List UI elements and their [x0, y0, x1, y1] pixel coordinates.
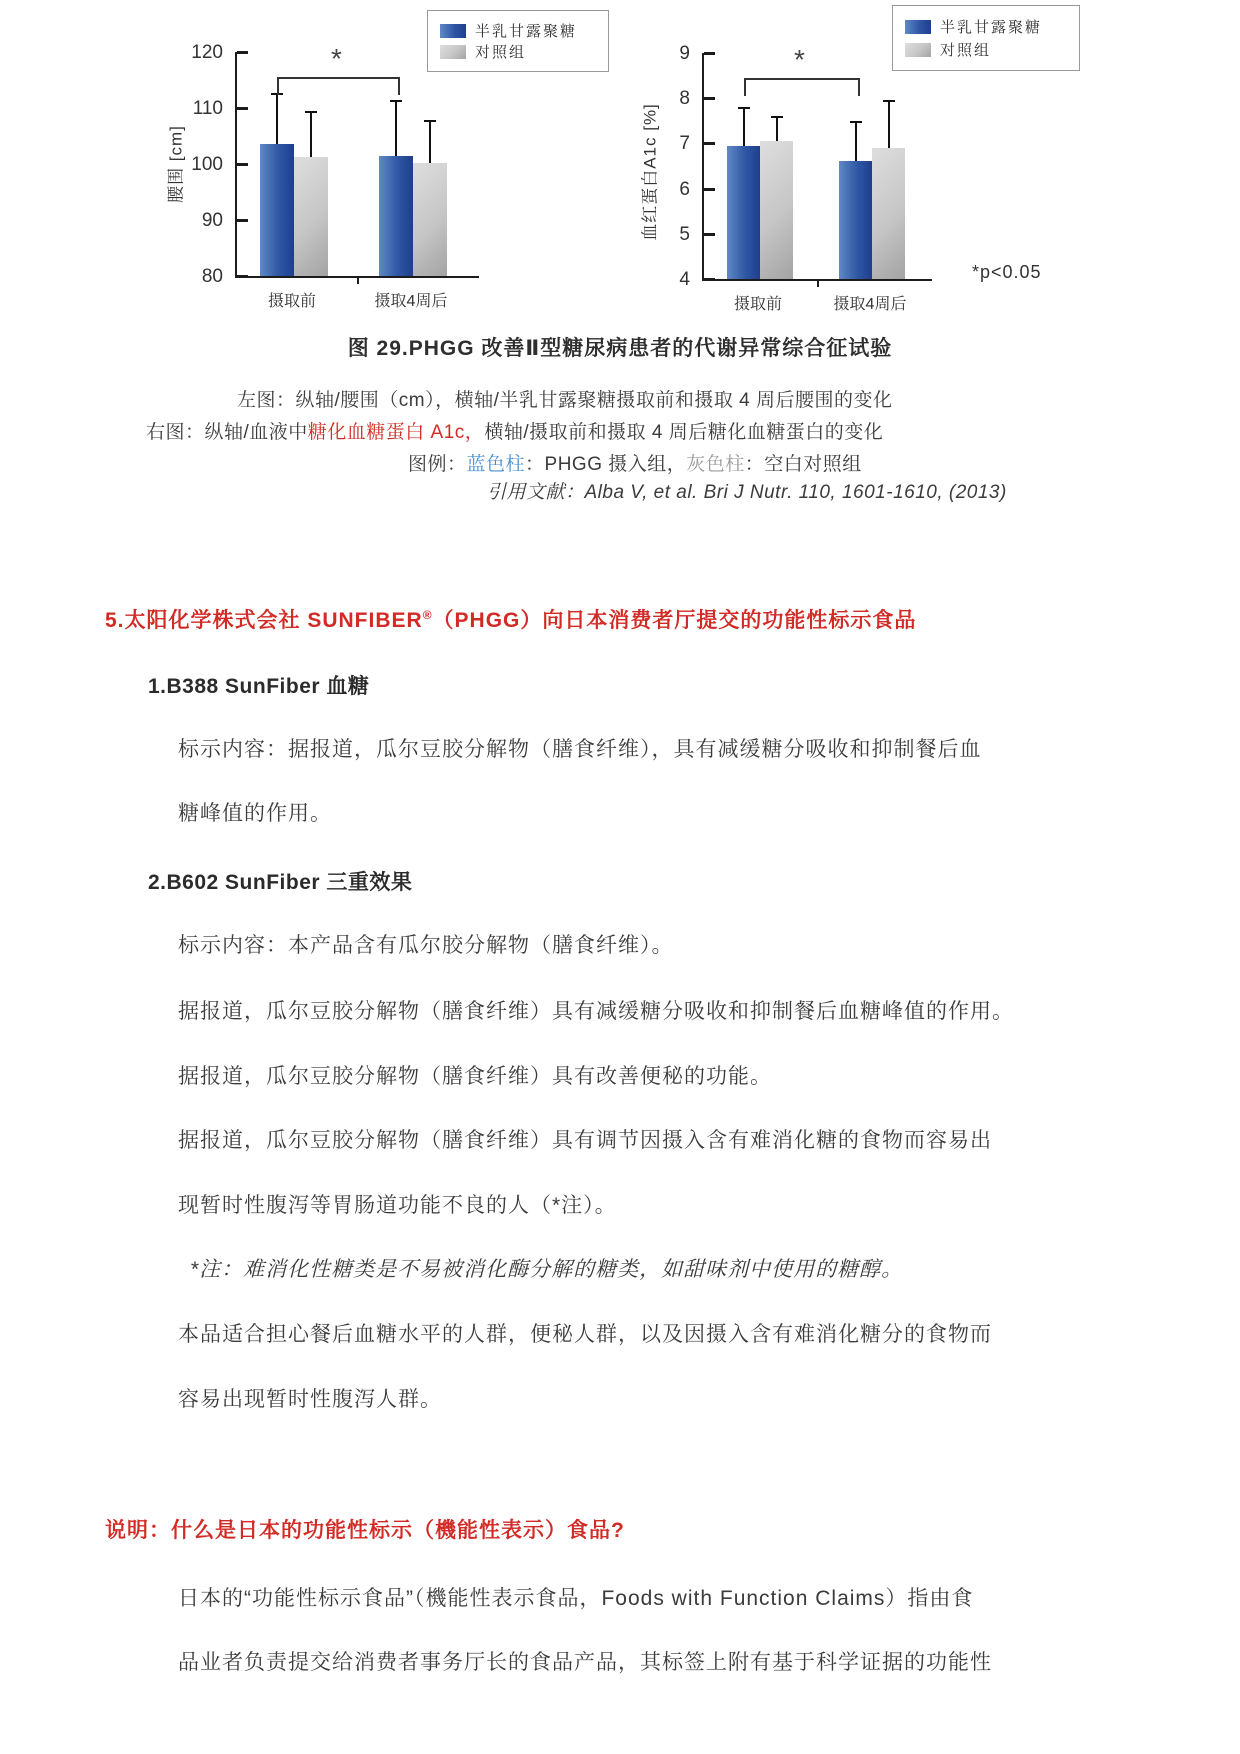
explanation-heading: 说明：什么是日本的功能性标示（機能性表示）食品? [105, 1519, 625, 1542]
figure-note-legend [408, 453, 862, 478]
bar-phgg [260, 144, 294, 276]
y-tick [704, 97, 715, 100]
p-value-note: *p<0.05 [972, 262, 1042, 282]
section-5-heading [105, 604, 916, 634]
y-tick-label: 100 [191, 154, 223, 175]
center-tick [357, 276, 359, 284]
bar-phgg [727, 146, 760, 279]
heading-text: （PHGG）向日本消费者厅提交的功能性标示食品 [432, 609, 917, 632]
note-text: 图例： [408, 454, 467, 475]
significance-bracket [277, 77, 400, 95]
chart-hba1c [620, 0, 1120, 330]
y-tick [704, 278, 715, 281]
explanation-line: 日本的“功能性标示食品”（機能性表示食品，Foods with Function Claims）指由食 [178, 1587, 974, 1610]
y-tick [237, 163, 248, 166]
center-tick [817, 279, 819, 287]
note-text: ：空白对照组 [744, 454, 862, 475]
note-text: ：PHGG 摄入组， [525, 454, 687, 475]
significance-asterisk: * [331, 43, 342, 74]
bar-phgg [839, 161, 872, 279]
y-tick-label: 120 [191, 42, 223, 63]
x-category-label: 摄取4周后 [833, 296, 907, 313]
legend-label: 半乳甘露聚糖 [475, 23, 578, 40]
error-cap [883, 100, 895, 102]
error-whisker [855, 121, 857, 162]
legend-label: 对照组 [940, 42, 992, 59]
note-highlight-red: 糖化血糖蛋白 A1c， [307, 422, 485, 443]
x-category-label: 摄取前 [733, 296, 783, 313]
legend-swatch-phgg [905, 20, 931, 34]
y-tick [237, 219, 248, 222]
item2-line: 据报道，瓜尔豆胶分解物（膳食纤维）具有减缓糖分吸收和抑制餐后血糖峰值的作用。 [178, 1000, 1014, 1023]
bar-control [413, 163, 447, 276]
y-tick-label: 80 [201, 266, 223, 287]
item2-heading: 2.B602 SunFiber 三重效果 [148, 871, 413, 894]
legend-row [440, 20, 596, 41]
item2-line: 现暂时性腹泻等胃肠道功能不良的人（*注）。 [178, 1194, 617, 1217]
significance-asterisk: * [794, 44, 805, 75]
error-whisker [743, 107, 745, 145]
figure-note-right [146, 421, 883, 446]
legend-row [905, 16, 1067, 37]
legend-swatch-control [905, 43, 931, 57]
y-tick [704, 52, 715, 55]
y-tick-label: 7 [679, 133, 690, 155]
explanation-line: 品业者负责提交给消费者事务厅长的食品产品，其标签上附有基于科学证据的功能性 [178, 1651, 992, 1674]
error-cap [850, 121, 862, 123]
x-category-label: 摄取前 [267, 293, 317, 310]
legend-box [892, 5, 1080, 71]
item2-line: 容易出现暂时性腹泻人群。 [178, 1388, 442, 1411]
y-tick [237, 107, 248, 110]
y-tick-label: 4 [679, 269, 690, 290]
legend-label: 对照组 [475, 44, 527, 61]
x-category-label: 摄取4周后 [374, 293, 448, 310]
legend-label: 半乳甘露聚糖 [940, 19, 1043, 36]
plot-area [235, 43, 479, 278]
axis-y-label: 腰围 [cm] [166, 125, 186, 203]
item2-footnote: *注：难消化性糖类是不易被消化酶分解的糖类，如甜味剂中使用的糖醇。 [190, 1258, 904, 1281]
item2-line: 据报道，瓜尔豆胶分解物（膳食纤维）具有改善便秘的功能。 [178, 1065, 772, 1088]
y-tick-label: 6 [679, 178, 690, 200]
note-text: 右图：纵轴/血液中 [146, 422, 308, 443]
bar-control [760, 141, 793, 279]
item2-line: 本品适合担心餐后血糖水平的人群，便秘人群，以及因摄入含有难消化糖分的食物而 [178, 1323, 992, 1346]
item2-line: 标示内容：本产品含有瓜尔胶分解物（膳食纤维）。 [178, 934, 674, 957]
legend-swatch-control [440, 45, 466, 59]
bar-control [294, 157, 328, 276]
y-tick-label: 110 [192, 98, 223, 119]
legend-box [427, 10, 609, 72]
note-highlight-gray: 灰色柱 [686, 454, 745, 475]
error-whisker [776, 116, 778, 141]
y-tick [237, 51, 248, 54]
error-cap [771, 116, 783, 118]
item1-line: 糖峰值的作用。 [178, 802, 332, 825]
y-tick [237, 275, 248, 278]
error-whisker [888, 100, 890, 147]
y-tick [704, 188, 715, 191]
y-tick-label: 9 [679, 43, 690, 64]
note-highlight-blue: 蓝色柱 [466, 454, 526, 475]
y-tick-label: 8 [679, 88, 690, 110]
y-tick-label: 5 [679, 223, 690, 245]
note-text: 横轴/摄取前和摄取 4 周后糖化血糖蛋白的变化 [484, 422, 884, 443]
error-whisker [395, 100, 397, 156]
y-tick [704, 233, 715, 236]
item1-heading: 1.B388 SunFiber 血糖 [148, 675, 370, 698]
axis-y-label: 血红蛋白A1c [%] [640, 103, 660, 241]
chart-waist-circumference [150, 0, 620, 330]
item1-line: 标示内容：据报道，瓜尔豆胶分解物（膳食纤维），具有减缓糖分吸收和抑制餐后血 [178, 738, 982, 761]
significance-bracket [744, 78, 860, 96]
error-cap [305, 111, 317, 113]
error-whisker [276, 93, 278, 144]
error-cap [738, 107, 750, 109]
error-whisker [310, 111, 312, 156]
figure-citation: 引用文献：Alba V, et al. Bri J Nutr. 110, 1601-1610, (2013) [487, 482, 1007, 503]
legend-row [440, 41, 596, 62]
legend-row [905, 39, 1067, 60]
heading-text: 5.太阳化学株式会社 SUNFIBER [105, 609, 423, 632]
y-tick [704, 142, 715, 145]
legend-swatch-phgg [440, 24, 466, 38]
registered-trademark-symbol: ® [422, 608, 433, 622]
error-cap [424, 120, 436, 122]
error-cap [390, 100, 402, 102]
item2-line: 据报道，瓜尔豆胶分解物（膳食纤维）具有调节因摄入含有难消化糖的食物而容易出 [178, 1129, 992, 1152]
bar-phgg [379, 156, 413, 276]
error-whisker [429, 120, 431, 163]
plot-area [702, 44, 932, 281]
figure-caption: 图 29.PHGG 改善Ⅱ型糖尿病患者的代谢异常综合征试验 [347, 337, 893, 360]
figure-note-left: 左图：纵轴/腰围（cm），横轴/半乳甘露聚糖摄取前和摄取 4 周后腰围的变化 [237, 390, 893, 411]
bar-control [872, 148, 905, 279]
y-tick-label: 90 [201, 210, 223, 231]
